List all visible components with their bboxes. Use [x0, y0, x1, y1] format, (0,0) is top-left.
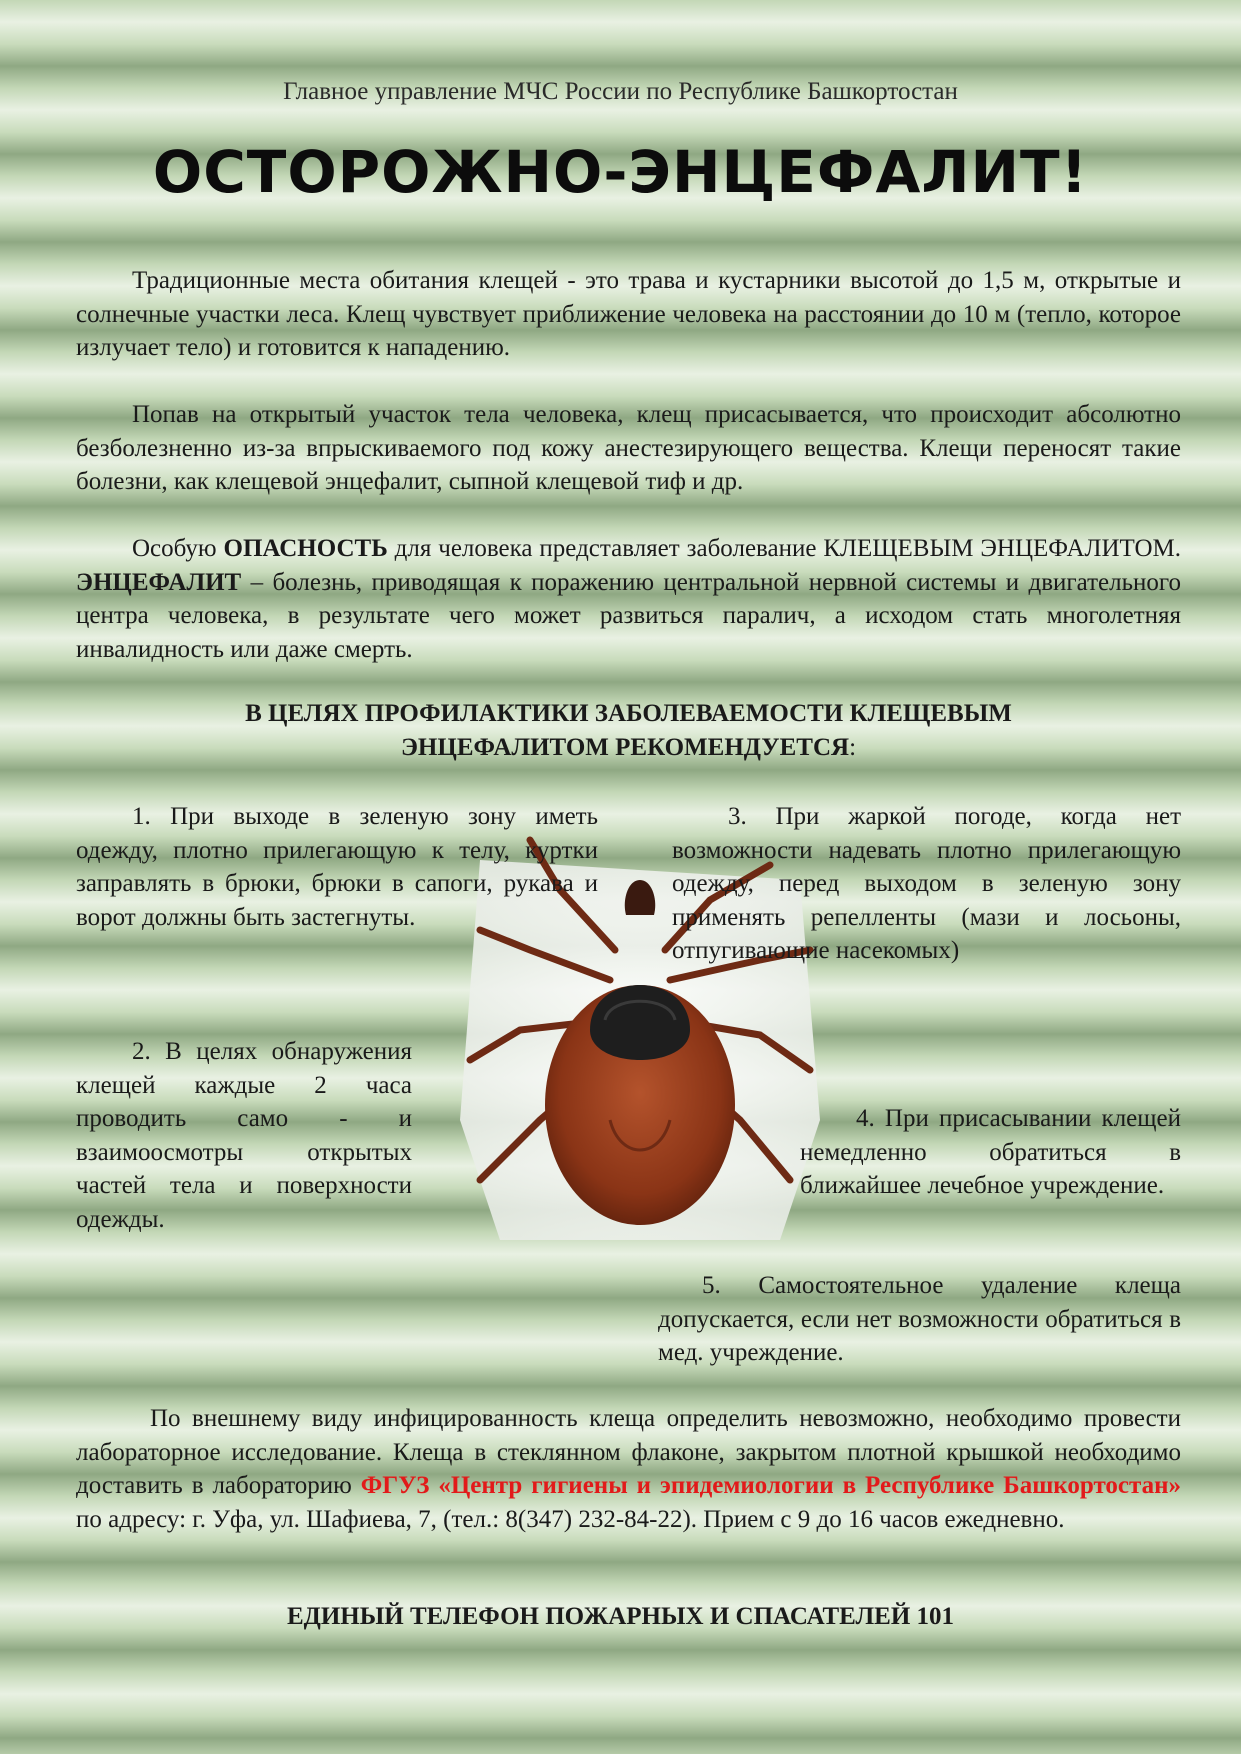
lab-text-a: По внешнему виду инфицированность клеща определить невозможно, необходимо провести лабораторное исследование. Клеща в стеклянном флаконе, закрытом плотной крышкой необходимо доставить в лабораторию	[76, 1405, 1181, 1499]
page-title: ОСТОРОЖНО-ЭНЦЕФАЛИТ!	[152, 138, 1089, 206]
recommendation-item-5	[658, 1269, 1181, 1370]
recommendation-item-4	[800, 1102, 1181, 1203]
danger-highlight: ОПАСНОСТЬ	[223, 535, 388, 562]
danger-text-a: Особую	[132, 535, 224, 562]
emergency-hotline: ЕДИНЫЙ ТЕЛЕФОН ПОЖАРНЫХ И СПАСАТЕЛЕЙ 101	[286, 1603, 955, 1630]
recommendation-item-2-text: 2. В целях обнаружения клещей каждые 2 часа проводить само - и взаимоосмотры открытых частей тела и поверхности одежды.	[76, 1038, 412, 1233]
organization-header: Главное управление МЧС России по Республике Башкортостан	[283, 78, 958, 105]
recommendation-item-1	[76, 800, 598, 934]
recommendation-item-1-text: 1. При выходе в зеленую зону иметь одежду, плотно прилегающую к телу, куртки заправлять в брюки, брюки в сапоги, рукава и ворот должны быть застегнуты.	[76, 803, 598, 931]
recommendation-item-3	[672, 800, 1181, 968]
recommendations-heading-line1: В ЦЕЛЯХ ПРОФИЛАКТИКИ ЗАБОЛЕВАЕМОСТИ КЛЕЩЕВЫМ	[245, 700, 1012, 727]
recommendation-item-3-text: 3. При жаркой погоде, когда нет возможности надевать плотно прилегающую одежду, перед выходом в зеленую зону применять репелленты (мази и лосьоны, отпугивающие насекомых)	[672, 803, 1181, 964]
recommendation-item-4-text: 4. При присасывании клещей немедленно обратиться в ближайшее лечебное учреждение.	[800, 1105, 1181, 1199]
lab-testing-paragraph	[76, 1402, 1181, 1536]
recommendation-item-2	[76, 1035, 412, 1236]
intro-paragraph-bite: Попав на открытый участок тела человека, клещ присасывается, что происходит абсолютно безболезненно из-за впрыскиваемого под кожу анестезирующего вещества. Клещи переносят такие болезни, как клещевой энцефалит, сыпной клещевой тиф и др.	[76, 401, 1181, 495]
intro-paragraph-danger	[76, 532, 1181, 666]
lab-text-b: по адресу: г. Уфа, ул. Шафиева, 7, (тел.: 8(347) 232-84-22). Прием с 9 до 16 часов ежедневно.	[76, 1505, 1065, 1533]
encephalitis-highlight: ЭНЦЕФАЛИТ	[76, 568, 242, 596]
danger-text-e: – болезнь, приводящая к поражению центральной нервной системы и двигательного центра человека, в результате чего может развиться паралич, а исходом стать многолетняя инвалидность или даже смерть.	[76, 568, 1181, 663]
recommendations-heading-colon: :	[849, 734, 857, 761]
lab-organization-name: ФГУЗ «Центр гигиены и эпидемиологии в Республике Башкортостан»	[360, 1472, 1181, 1499]
danger-text-c: для человека представляет заболевание КЛЕЩЕВЫМ ЭНЦЕФАЛИТОМ.	[387, 535, 1181, 562]
recommendation-item-5-text: 5. Самостоятельное удаление клеща допускается, если нет возможности обратиться в мед. учреждение.	[658, 1272, 1181, 1366]
intro-paragraph-habitat: Традиционные места обитания клещей - это трава и кустарники высотой до 1,5 м, открытые и солнечные участки леса. Клещ чувствует приближение человека на расстоянии до 10 м (тепло, которое излучает тело) и готовится к нападению.	[76, 267, 1181, 361]
recommendations-heading-line2: ЭНЦЕФАЛИТОМ РЕКОМЕНДУЕТСЯ	[400, 734, 850, 761]
recommendations-heading	[76, 697, 1181, 765]
